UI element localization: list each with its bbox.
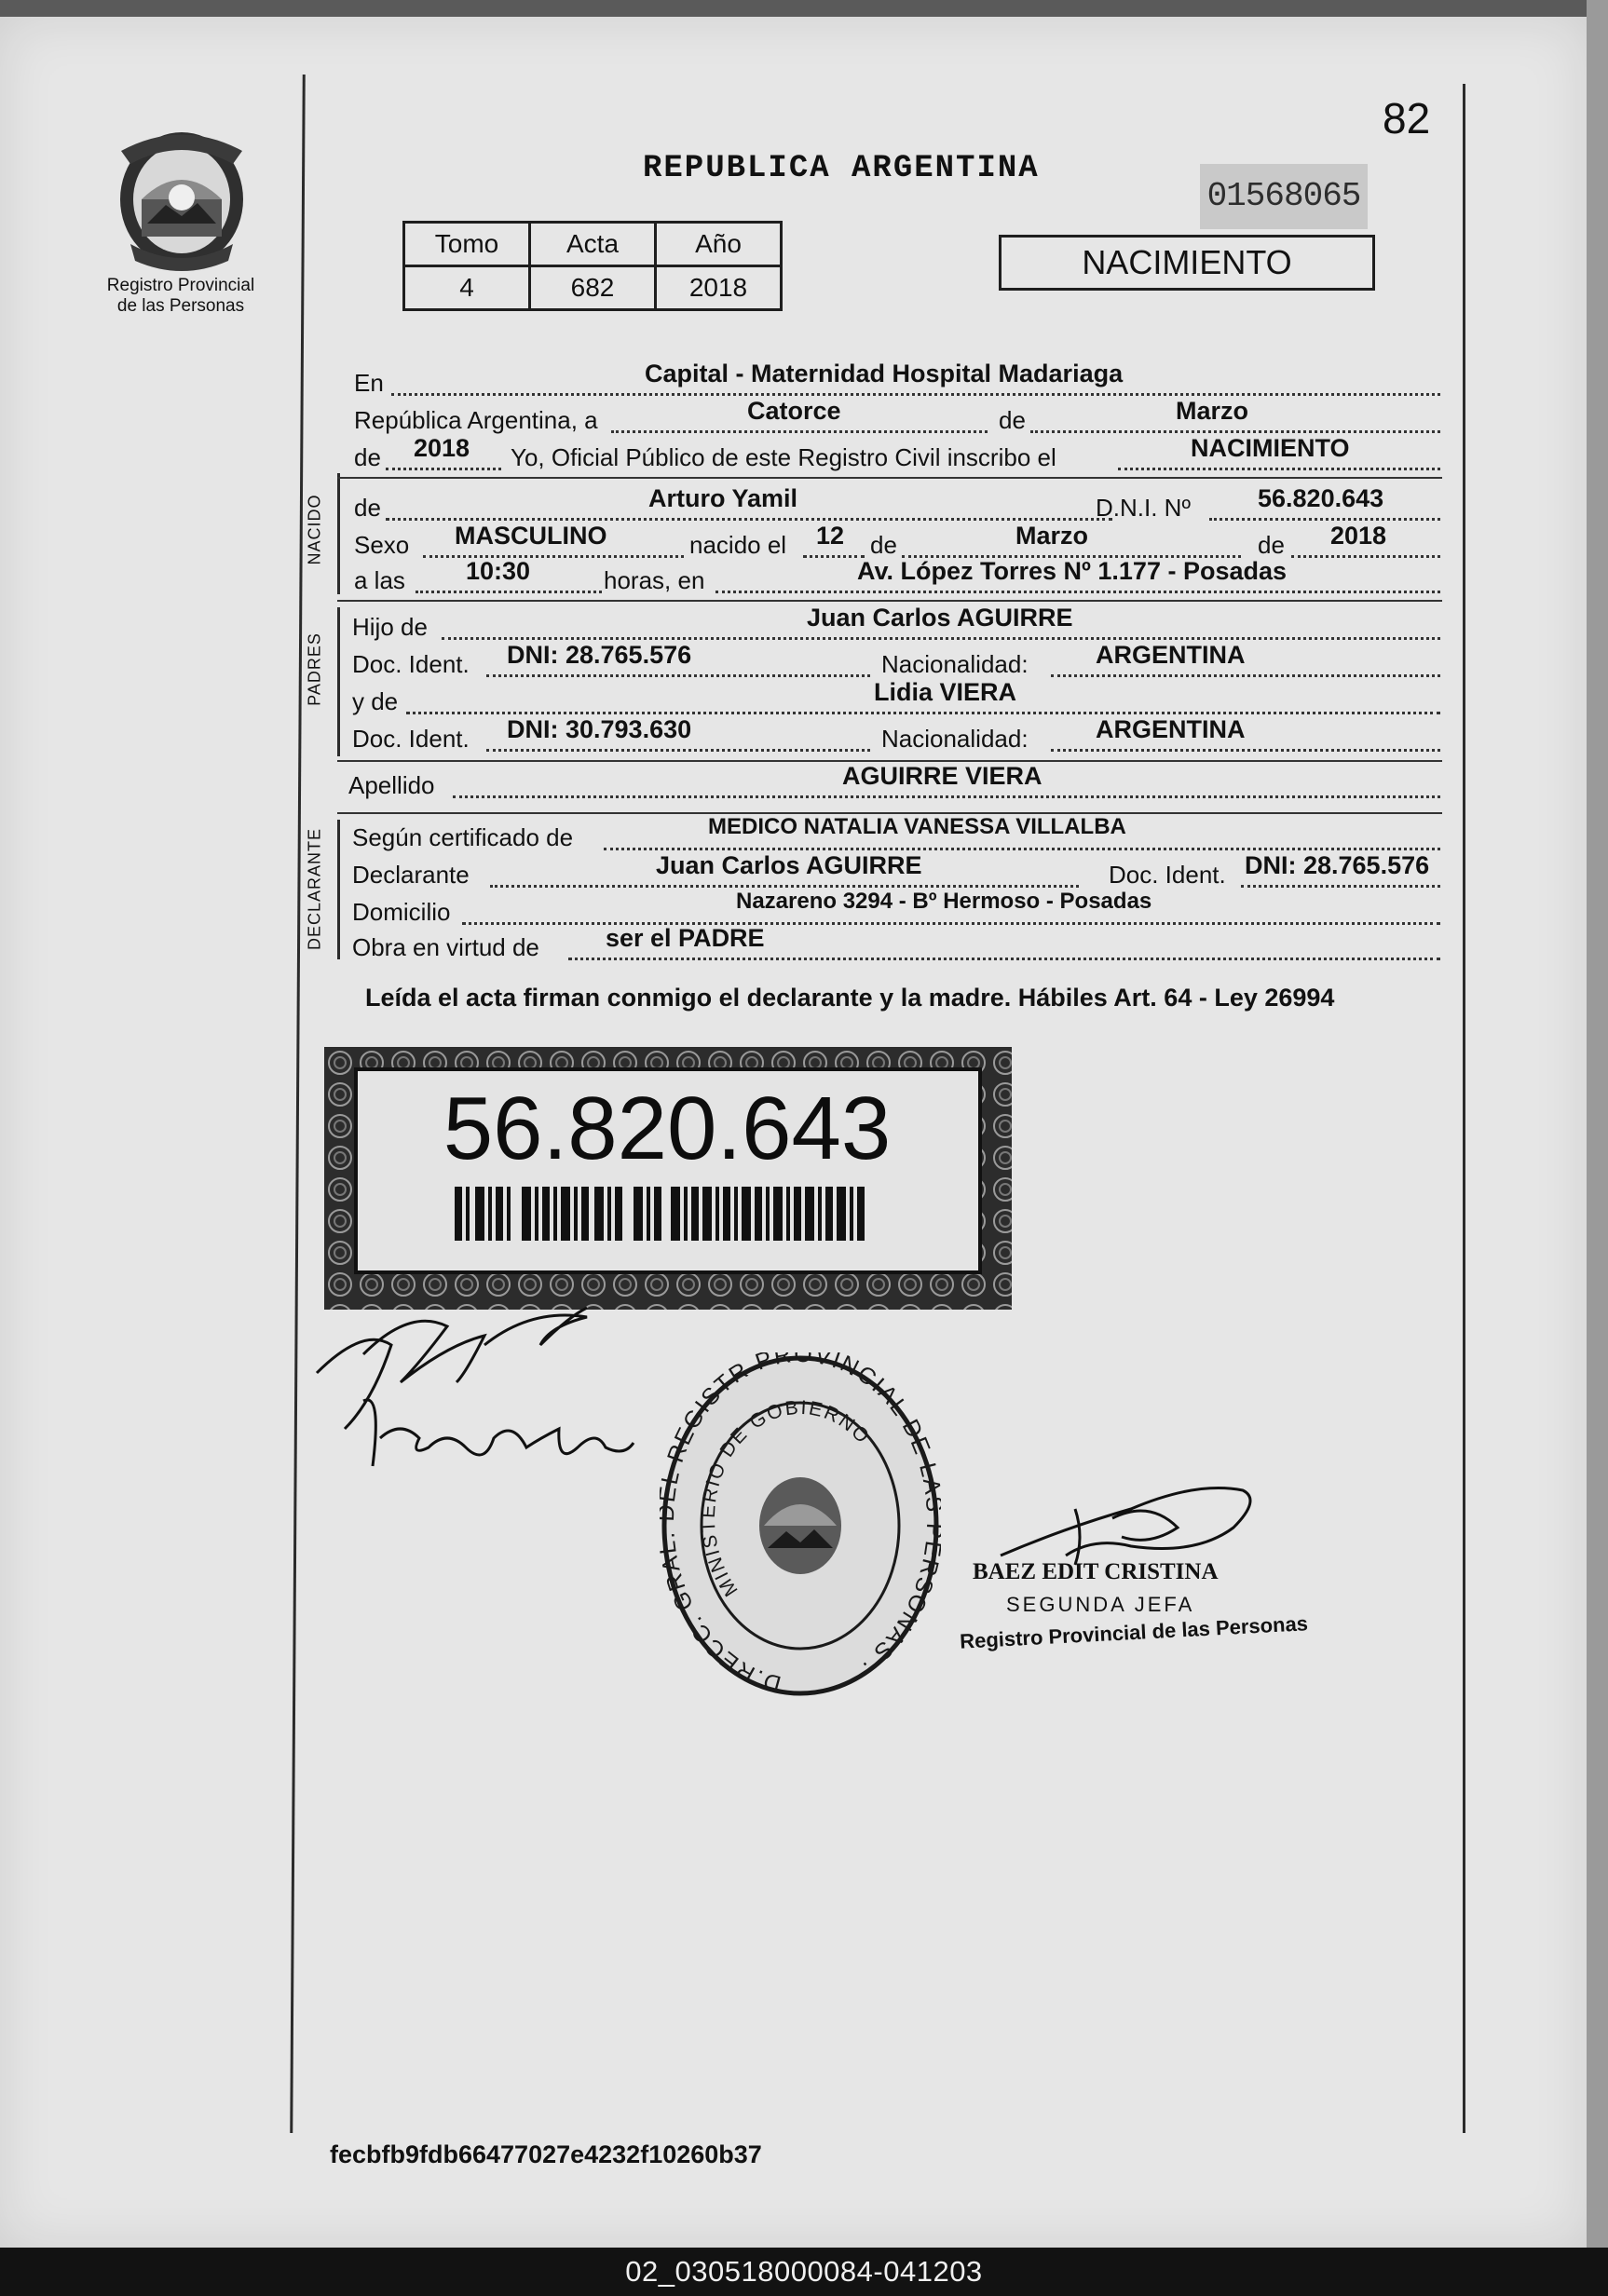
mother-nationality-value: ARGENTINA xyxy=(1096,715,1246,743)
section-label-nacido: NACIDO xyxy=(305,494,324,565)
record-header: Acta xyxy=(530,223,656,266)
label-de: de xyxy=(354,443,381,471)
row-date xyxy=(352,397,1438,436)
birth-time-value: 10:30 xyxy=(466,557,531,585)
footer-code: 02_030518000084-041203 xyxy=(0,2248,1608,2296)
year-value: 2018 xyxy=(414,434,470,462)
label-dni: D.N.I. Nº xyxy=(1096,494,1191,522)
label-doc-ident: Doc. Ident. xyxy=(1109,861,1226,889)
row-address xyxy=(352,889,1438,928)
declarant-signature-icon xyxy=(307,1289,661,1475)
record-value: 4 xyxy=(404,266,530,310)
form-left-line xyxy=(337,473,340,594)
closing-text: Leída el acta firman conmigo el declarante y la madre. Hábiles Art. 64 - Ley 26994 xyxy=(365,984,1335,1012)
birth-address-value: Av. López Torres Nº 1.177 - Posadas xyxy=(857,557,1288,585)
birth-month-value: Marzo xyxy=(1015,522,1089,550)
mother-name-value: Lidia VIERA xyxy=(874,678,1017,706)
record-table xyxy=(402,221,783,311)
label-sexo: Sexo xyxy=(354,531,410,559)
label-y-de: y de xyxy=(352,687,399,715)
page-number: 82 xyxy=(1383,94,1431,143)
label-doc-ident: Doc. Ident. xyxy=(352,650,470,678)
form-left-line xyxy=(337,820,340,959)
father-nationality-value: ARGENTINA xyxy=(1096,641,1246,669)
certificate-value: MEDICO NATALIA VANESSA VILLALBA xyxy=(708,814,1126,839)
registry-label: Registro Provincial de las Personas xyxy=(106,276,255,316)
label-nacionalidad: Nacionalidad: xyxy=(881,725,1029,753)
row-name xyxy=(352,484,1438,523)
svg-text:D.RECC. GRAL. DEL REGISTR PROV: D.RECC. GR REGISTR PROVINCIAL DE L RSONAS · xyxy=(660,1352,941,1697)
scan-right-edge xyxy=(1587,0,1608,2254)
father-doc-value: DNI: 28.765.576 xyxy=(507,641,692,669)
mother-doc-value: DNI: 30.793.630 xyxy=(507,715,692,743)
id-number: 56.820.643 xyxy=(443,1079,892,1178)
row-declarant xyxy=(352,851,1438,890)
row-mother xyxy=(352,678,1438,717)
hash-code: fecbfb9fdb66477027e4232f10260b37 xyxy=(330,2140,762,2168)
child-name-value: Arturo Yamil xyxy=(648,484,798,512)
section-label-declarante: DECLARANTE xyxy=(305,827,324,951)
serial-stamp: 01568065 xyxy=(1200,164,1368,229)
label-de: de xyxy=(354,494,381,522)
record-value: 682 xyxy=(530,266,656,310)
official-registry: Registro Provincial de las Personas xyxy=(959,1611,1309,1653)
row-time xyxy=(352,557,1438,596)
country-title: REPUBLICA ARGENTINA xyxy=(643,151,1040,186)
label-republica: República Argentina, a xyxy=(354,406,598,434)
surname-value: AGUIRRE VIERA xyxy=(842,762,1042,790)
section-label-padres: PADRES xyxy=(305,632,324,706)
official-seal-icon xyxy=(660,1352,941,1704)
label-nacido-el: nacido el xyxy=(689,531,787,559)
id-number-label xyxy=(324,1047,1012,1310)
official-role: SEGUNDA JEFA xyxy=(1006,1593,1195,1616)
label-nacionalidad: Nacionalidad: xyxy=(881,650,1029,678)
label-certificado: Según certificado de xyxy=(352,823,574,851)
sex-value: MASCULINO xyxy=(455,522,607,550)
declarant-value: Juan Carlos AGUIRRE xyxy=(656,851,922,879)
dni-value: 56.820.643 xyxy=(1258,484,1384,512)
label-obra: Obra en virtud de xyxy=(352,933,539,961)
label-horas-en: horas, en xyxy=(604,566,705,594)
row-father-doc xyxy=(352,641,1438,680)
label-de: de xyxy=(870,531,897,559)
row-father xyxy=(352,604,1438,643)
father-name-value: Juan Carlos AGUIRRE xyxy=(807,604,1073,632)
record-header: Tomo xyxy=(404,223,530,266)
act-type-value: NACIMIENTO xyxy=(1191,434,1350,462)
label-a-las: a las xyxy=(354,566,405,594)
label-hijo-de: Hijo de xyxy=(352,613,428,641)
row-mother-doc xyxy=(352,715,1438,754)
declarant-doc-value: DNI: 28.765.576 xyxy=(1245,851,1430,879)
basis-value: ser el PADRE xyxy=(606,924,765,952)
label-de: de xyxy=(1258,531,1285,559)
place-value: Capital - Maternidad Hospital Madariaga xyxy=(645,360,1124,387)
day-words-value: Catorce xyxy=(747,397,841,425)
label-apellido: Apellido xyxy=(348,771,435,799)
row-year xyxy=(352,434,1438,473)
province-emblem-icon xyxy=(112,123,252,272)
form-left-line xyxy=(337,607,340,756)
row-place xyxy=(352,360,1438,399)
label-doc-ident: Doc. Ident. xyxy=(352,725,470,753)
address-value: Nazareno 3294 - Bº Hermoso - Posadas xyxy=(736,889,1152,914)
officer-text: Yo, Oficial Público de este Registro Civil inscribo el xyxy=(511,443,1056,471)
month-value: Marzo xyxy=(1176,397,1249,425)
row-certificate xyxy=(352,814,1438,853)
svg-text:MINISTERIO DE GOBIERNO: MINISTERIO DE GOBIERNO xyxy=(697,1396,875,1600)
birth-day-value: 12 xyxy=(816,522,845,550)
label-de: de xyxy=(999,406,1026,434)
row-surname xyxy=(348,762,1435,801)
birth-year-value: 2018 xyxy=(1330,522,1387,550)
label-domicilio: Domicilio xyxy=(352,898,451,926)
record-value: 2018 xyxy=(656,266,782,310)
official-name: BAEZ EDIT CRISTINA xyxy=(973,1559,1219,1584)
row-basis xyxy=(352,924,1438,963)
label-en: En xyxy=(354,369,384,397)
row-sex xyxy=(352,522,1438,561)
label-declarante: Declarante xyxy=(352,861,470,889)
document-type-box: NACIMIENTO xyxy=(999,235,1375,291)
right-margin-line xyxy=(1463,84,1465,2133)
record-header: Año xyxy=(656,223,782,266)
